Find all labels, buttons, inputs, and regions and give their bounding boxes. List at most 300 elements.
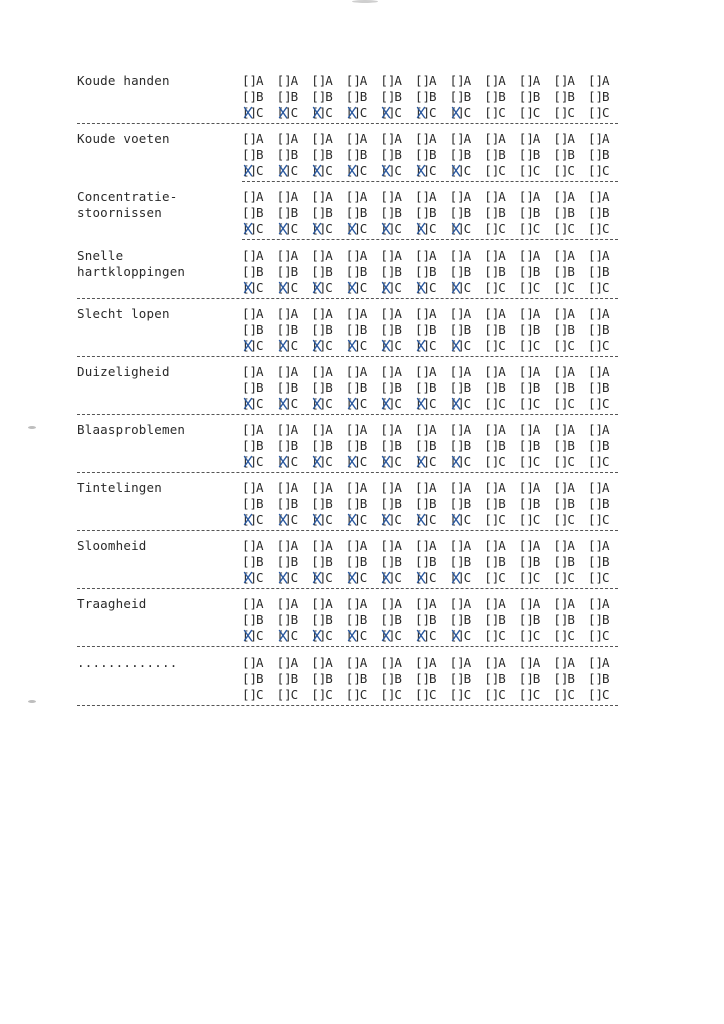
checkbox-a[interactable] <box>450 306 484 322</box>
checkbox-c-checked[interactable] <box>380 396 414 412</box>
checkbox-c[interactable] <box>588 221 622 237</box>
checkbox-a[interactable] <box>450 538 484 554</box>
checkbox-b[interactable] <box>450 612 484 628</box>
checkbox-a[interactable] <box>380 306 414 322</box>
checkbox-a[interactable] <box>346 73 380 89</box>
checkbox-c[interactable] <box>588 687 622 703</box>
checkbox-b[interactable] <box>553 264 587 280</box>
checkbox-b[interactable] <box>415 671 449 687</box>
checkbox-c-checked[interactable] <box>311 570 345 586</box>
checkbox-a[interactable] <box>380 422 414 438</box>
checkbox-c[interactable] <box>484 338 518 354</box>
checkbox-a[interactable] <box>242 538 276 554</box>
checkbox-c[interactable] <box>484 396 518 412</box>
checkbox-c-checked[interactable] <box>380 105 414 121</box>
checkbox-a[interactable] <box>553 596 587 612</box>
checkbox-b[interactable] <box>588 89 622 105</box>
checkbox-c[interactable] <box>553 570 587 586</box>
checkbox-b[interactable] <box>380 380 414 396</box>
checkbox-b[interactable] <box>415 612 449 628</box>
checkbox-c[interactable] <box>484 105 518 121</box>
checkbox-c[interactable] <box>277 687 311 703</box>
checkbox-c[interactable] <box>588 454 622 470</box>
checkbox-b[interactable] <box>484 147 518 163</box>
checkbox-b[interactable] <box>415 147 449 163</box>
checkbox-a[interactable] <box>242 364 276 380</box>
checkbox-b[interactable] <box>311 554 345 570</box>
checkbox-a[interactable] <box>311 655 345 671</box>
checkbox-c[interactable] <box>588 396 622 412</box>
checkbox-a[interactable] <box>242 655 276 671</box>
checkbox-b[interactable] <box>311 438 345 454</box>
checkbox-b[interactable] <box>242 89 276 105</box>
checkbox-c-checked[interactable] <box>346 512 380 528</box>
checkbox-c-checked[interactable] <box>277 280 311 296</box>
checkbox-a[interactable] <box>415 596 449 612</box>
checkbox-a[interactable] <box>311 73 345 89</box>
checkbox-a[interactable] <box>484 364 518 380</box>
checkbox-a[interactable] <box>380 538 414 554</box>
checkbox-a[interactable] <box>380 189 414 205</box>
checkbox-a[interactable] <box>519 73 553 89</box>
checkbox-b[interactable] <box>311 322 345 338</box>
checkbox-b[interactable] <box>277 380 311 396</box>
checkbox-b[interactable] <box>519 496 553 512</box>
checkbox-a[interactable] <box>450 480 484 496</box>
checkbox-b[interactable] <box>450 147 484 163</box>
checkbox-b[interactable] <box>346 438 380 454</box>
checkbox-c[interactable] <box>519 570 553 586</box>
checkbox-b[interactable] <box>242 671 276 687</box>
checkbox-c-checked[interactable] <box>346 396 380 412</box>
checkbox-c-checked[interactable] <box>346 570 380 586</box>
checkbox-c-checked[interactable] <box>311 454 345 470</box>
checkbox-c-checked[interactable] <box>450 396 484 412</box>
checkbox-a[interactable] <box>277 596 311 612</box>
checkbox-c[interactable] <box>519 687 553 703</box>
checkbox-c[interactable] <box>553 338 587 354</box>
checkbox-a[interactable] <box>415 364 449 380</box>
checkbox-b[interactable] <box>311 671 345 687</box>
checkbox-b[interactable] <box>277 89 311 105</box>
checkbox-a[interactable] <box>553 189 587 205</box>
checkbox-b[interactable] <box>484 496 518 512</box>
checkbox-a[interactable] <box>346 480 380 496</box>
checkbox-b[interactable] <box>588 380 622 396</box>
checkbox-c[interactable] <box>519 338 553 354</box>
checkbox-a[interactable] <box>484 306 518 322</box>
checkbox-b[interactable] <box>519 147 553 163</box>
checkbox-a[interactable] <box>588 364 622 380</box>
checkbox-c-checked[interactable] <box>415 221 449 237</box>
checkbox-a[interactable] <box>588 655 622 671</box>
checkbox-b[interactable] <box>588 264 622 280</box>
checkbox-c-checked[interactable] <box>450 570 484 586</box>
checkbox-c[interactable] <box>588 628 622 644</box>
checkbox-b[interactable] <box>277 612 311 628</box>
checkbox-c-checked[interactable] <box>311 280 345 296</box>
checkbox-b[interactable] <box>450 380 484 396</box>
checkbox-a[interactable] <box>242 480 276 496</box>
checkbox-b[interactable] <box>380 205 414 221</box>
checkbox-b[interactable] <box>346 322 380 338</box>
checkbox-b[interactable] <box>553 612 587 628</box>
checkbox-a[interactable] <box>415 655 449 671</box>
checkbox-a[interactable] <box>553 655 587 671</box>
checkbox-b[interactable] <box>450 438 484 454</box>
checkbox-a[interactable] <box>242 596 276 612</box>
checkbox-c-checked[interactable] <box>415 396 449 412</box>
checkbox-a[interactable] <box>277 422 311 438</box>
checkbox-c[interactable] <box>519 221 553 237</box>
checkbox-b[interactable] <box>415 322 449 338</box>
checkbox-b[interactable] <box>242 264 276 280</box>
checkbox-a[interactable] <box>311 364 345 380</box>
checkbox-a[interactable] <box>346 248 380 264</box>
checkbox-b[interactable] <box>380 671 414 687</box>
checkbox-b[interactable] <box>277 147 311 163</box>
checkbox-b[interactable] <box>588 496 622 512</box>
checkbox-a[interactable] <box>484 248 518 264</box>
checkbox-c-checked[interactable] <box>277 570 311 586</box>
checkbox-a[interactable] <box>553 306 587 322</box>
checkbox-c-checked[interactable] <box>277 454 311 470</box>
checkbox-a[interactable] <box>415 306 449 322</box>
checkbox-c-checked[interactable] <box>242 512 276 528</box>
checkbox-b[interactable] <box>380 496 414 512</box>
checkbox-b[interactable] <box>415 264 449 280</box>
checkbox-a[interactable] <box>277 248 311 264</box>
checkbox-c[interactable] <box>588 105 622 121</box>
checkbox-a[interactable] <box>346 364 380 380</box>
checkbox-a[interactable] <box>588 538 622 554</box>
checkbox-a[interactable] <box>484 422 518 438</box>
checkbox-b[interactable] <box>588 147 622 163</box>
checkbox-b[interactable] <box>553 89 587 105</box>
checkbox-b[interactable] <box>450 205 484 221</box>
checkbox-c-checked[interactable] <box>415 338 449 354</box>
checkbox-a[interactable] <box>242 73 276 89</box>
checkbox-c-checked[interactable] <box>242 163 276 179</box>
checkbox-a[interactable] <box>450 422 484 438</box>
checkbox-b[interactable] <box>277 554 311 570</box>
checkbox-b[interactable] <box>588 438 622 454</box>
checkbox-a[interactable] <box>380 248 414 264</box>
checkbox-a[interactable] <box>553 422 587 438</box>
checkbox-c[interactable] <box>519 105 553 121</box>
checkbox-c-checked[interactable] <box>242 105 276 121</box>
checkbox-a[interactable] <box>311 189 345 205</box>
checkbox-a[interactable] <box>519 306 553 322</box>
checkbox-c-checked[interactable] <box>415 628 449 644</box>
checkbox-c-checked[interactable] <box>380 221 414 237</box>
checkbox-a[interactable] <box>450 248 484 264</box>
checkbox-a[interactable] <box>380 364 414 380</box>
checkbox-c[interactable] <box>553 512 587 528</box>
checkbox-c[interactable] <box>380 687 414 703</box>
checkbox-b[interactable] <box>519 322 553 338</box>
checkbox-c[interactable] <box>553 628 587 644</box>
checkbox-b[interactable] <box>519 89 553 105</box>
checkbox-b[interactable] <box>311 205 345 221</box>
checkbox-a[interactable] <box>588 248 622 264</box>
checkbox-c-checked[interactable] <box>242 570 276 586</box>
checkbox-a[interactable] <box>311 480 345 496</box>
checkbox-a[interactable] <box>346 596 380 612</box>
checkbox-b[interactable] <box>553 322 587 338</box>
checkbox-c-checked[interactable] <box>242 338 276 354</box>
checkbox-c[interactable] <box>484 628 518 644</box>
checkbox-c[interactable] <box>484 570 518 586</box>
checkbox-b[interactable] <box>484 89 518 105</box>
checkbox-c[interactable] <box>553 687 587 703</box>
checkbox-a[interactable] <box>519 189 553 205</box>
checkbox-a[interactable] <box>484 480 518 496</box>
checkbox-a[interactable] <box>553 131 587 147</box>
checkbox-a[interactable] <box>450 189 484 205</box>
checkbox-a[interactable] <box>277 189 311 205</box>
checkbox-c[interactable] <box>484 163 518 179</box>
checkbox-a[interactable] <box>242 306 276 322</box>
checkbox-a[interactable] <box>277 131 311 147</box>
checkbox-b[interactable] <box>346 612 380 628</box>
checkbox-c[interactable] <box>588 338 622 354</box>
checkbox-c-checked[interactable] <box>450 454 484 470</box>
checkbox-b[interactable] <box>380 147 414 163</box>
checkbox-a[interactable] <box>519 422 553 438</box>
checkbox-b[interactable] <box>346 264 380 280</box>
checkbox-c[interactable] <box>519 628 553 644</box>
checkbox-c[interactable] <box>553 221 587 237</box>
checkbox-a[interactable] <box>346 189 380 205</box>
checkbox-c-checked[interactable] <box>277 105 311 121</box>
checkbox-c-checked[interactable] <box>311 338 345 354</box>
checkbox-c-checked[interactable] <box>242 628 276 644</box>
checkbox-a[interactable] <box>242 248 276 264</box>
checkbox-a[interactable] <box>588 480 622 496</box>
checkbox-c[interactable] <box>484 221 518 237</box>
checkbox-c-checked[interactable] <box>311 396 345 412</box>
checkbox-c-checked[interactable] <box>242 396 276 412</box>
checkbox-a[interactable] <box>380 596 414 612</box>
checkbox-b[interactable] <box>311 264 345 280</box>
checkbox-b[interactable] <box>380 612 414 628</box>
checkbox-c-checked[interactable] <box>380 628 414 644</box>
checkbox-b[interactable] <box>553 147 587 163</box>
checkbox-c[interactable] <box>553 280 587 296</box>
checkbox-c-checked[interactable] <box>346 628 380 644</box>
checkbox-c-checked[interactable] <box>380 570 414 586</box>
checkbox-a[interactable] <box>588 306 622 322</box>
checkbox-b[interactable] <box>553 380 587 396</box>
checkbox-b[interactable] <box>553 554 587 570</box>
checkbox-a[interactable] <box>415 248 449 264</box>
checkbox-c[interactable] <box>519 454 553 470</box>
checkbox-b[interactable] <box>380 554 414 570</box>
checkbox-c-checked[interactable] <box>380 454 414 470</box>
checkbox-b[interactable] <box>242 612 276 628</box>
checkbox-c-checked[interactable] <box>346 163 380 179</box>
checkbox-c-checked[interactable] <box>450 105 484 121</box>
checkbox-b[interactable] <box>553 496 587 512</box>
checkbox-a[interactable] <box>311 596 345 612</box>
checkbox-a[interactable] <box>519 248 553 264</box>
checkbox-a[interactable] <box>519 596 553 612</box>
checkbox-a[interactable] <box>277 538 311 554</box>
checkbox-a[interactable] <box>450 655 484 671</box>
checkbox-a[interactable] <box>519 655 553 671</box>
checkbox-c[interactable] <box>588 163 622 179</box>
checkbox-a[interactable] <box>415 131 449 147</box>
checkbox-a[interactable] <box>484 131 518 147</box>
checkbox-c-checked[interactable] <box>277 221 311 237</box>
checkbox-a[interactable] <box>450 364 484 380</box>
checkbox-a[interactable] <box>484 189 518 205</box>
checkbox-a[interactable] <box>380 131 414 147</box>
checkbox-a[interactable] <box>553 538 587 554</box>
checkbox-c[interactable] <box>450 687 484 703</box>
checkbox-b[interactable] <box>484 671 518 687</box>
checkbox-b[interactable] <box>277 496 311 512</box>
checkbox-b[interactable] <box>346 205 380 221</box>
checkbox-b[interactable] <box>519 205 553 221</box>
checkbox-c[interactable] <box>519 396 553 412</box>
checkbox-b[interactable] <box>277 438 311 454</box>
checkbox-a[interactable] <box>277 655 311 671</box>
checkbox-a[interactable] <box>519 538 553 554</box>
checkbox-a[interactable] <box>519 480 553 496</box>
checkbox-a[interactable] <box>519 131 553 147</box>
checkbox-b[interactable] <box>242 438 276 454</box>
checkbox-b[interactable] <box>346 496 380 512</box>
checkbox-a[interactable] <box>415 73 449 89</box>
checkbox-a[interactable] <box>311 248 345 264</box>
checkbox-b[interactable] <box>242 147 276 163</box>
checkbox-c-checked[interactable] <box>346 338 380 354</box>
checkbox-b[interactable] <box>450 496 484 512</box>
checkbox-a[interactable] <box>553 480 587 496</box>
checkbox-b[interactable] <box>346 380 380 396</box>
checkbox-a[interactable] <box>588 596 622 612</box>
checkbox-b[interactable] <box>346 89 380 105</box>
checkbox-b[interactable] <box>242 380 276 396</box>
checkbox-c-checked[interactable] <box>450 512 484 528</box>
checkbox-b[interactable] <box>311 147 345 163</box>
checkbox-b[interactable] <box>450 671 484 687</box>
checkbox-b[interactable] <box>553 438 587 454</box>
checkbox-c-checked[interactable] <box>242 454 276 470</box>
checkbox-c-checked[interactable] <box>380 338 414 354</box>
checkbox-b[interactable] <box>588 322 622 338</box>
checkbox-c[interactable] <box>484 512 518 528</box>
checkbox-a[interactable] <box>346 538 380 554</box>
checkbox-c-checked[interactable] <box>311 221 345 237</box>
checkbox-a[interactable] <box>588 189 622 205</box>
checkbox-b[interactable] <box>484 205 518 221</box>
checkbox-c-checked[interactable] <box>277 396 311 412</box>
checkbox-b[interactable] <box>415 205 449 221</box>
checkbox-c[interactable] <box>311 687 345 703</box>
checkbox-b[interactable] <box>484 322 518 338</box>
checkbox-b[interactable] <box>415 380 449 396</box>
checkbox-b[interactable] <box>415 496 449 512</box>
checkbox-b[interactable] <box>484 438 518 454</box>
checkbox-b[interactable] <box>380 438 414 454</box>
checkbox-b[interactable] <box>553 671 587 687</box>
checkbox-a[interactable] <box>415 422 449 438</box>
checkbox-b[interactable] <box>588 554 622 570</box>
checkbox-c[interactable] <box>484 687 518 703</box>
checkbox-a[interactable] <box>450 73 484 89</box>
checkbox-a[interactable] <box>311 538 345 554</box>
checkbox-c-checked[interactable] <box>415 570 449 586</box>
checkbox-b[interactable] <box>484 264 518 280</box>
checkbox-c-checked[interactable] <box>415 454 449 470</box>
checkbox-b[interactable] <box>450 322 484 338</box>
checkbox-b[interactable] <box>346 554 380 570</box>
checkbox-a[interactable] <box>415 189 449 205</box>
checkbox-a[interactable] <box>484 73 518 89</box>
checkbox-c-checked[interactable] <box>450 280 484 296</box>
checkbox-b[interactable] <box>242 205 276 221</box>
checkbox-b[interactable] <box>519 264 553 280</box>
checkbox-c-checked[interactable] <box>277 338 311 354</box>
checkbox-b[interactable] <box>519 671 553 687</box>
checkbox-a[interactable] <box>242 189 276 205</box>
checkbox-c[interactable] <box>553 163 587 179</box>
checkbox-a[interactable] <box>450 131 484 147</box>
checkbox-b[interactable] <box>519 380 553 396</box>
checkbox-b[interactable] <box>588 612 622 628</box>
checkbox-b[interactable] <box>380 89 414 105</box>
checkbox-c[interactable] <box>415 687 449 703</box>
checkbox-a[interactable] <box>346 655 380 671</box>
checkbox-b[interactable] <box>346 671 380 687</box>
checkbox-c[interactable] <box>519 163 553 179</box>
checkbox-b[interactable] <box>380 264 414 280</box>
checkbox-c-checked[interactable] <box>415 105 449 121</box>
checkbox-c[interactable] <box>588 512 622 528</box>
checkbox-a[interactable] <box>346 422 380 438</box>
checkbox-a[interactable] <box>277 364 311 380</box>
checkbox-c-checked[interactable] <box>380 512 414 528</box>
checkbox-c[interactable] <box>588 570 622 586</box>
checkbox-c-checked[interactable] <box>415 512 449 528</box>
checkbox-b[interactable] <box>415 89 449 105</box>
checkbox-b[interactable] <box>277 205 311 221</box>
checkbox-c[interactable] <box>346 687 380 703</box>
checkbox-b[interactable] <box>311 496 345 512</box>
checkbox-a[interactable] <box>242 131 276 147</box>
checkbox-c-checked[interactable] <box>450 338 484 354</box>
checkbox-b[interactable] <box>277 322 311 338</box>
checkbox-c-checked[interactable] <box>346 105 380 121</box>
checkbox-a[interactable] <box>311 131 345 147</box>
checkbox-a[interactable] <box>380 73 414 89</box>
checkbox-b[interactable] <box>484 612 518 628</box>
checkbox-b[interactable] <box>519 554 553 570</box>
checkbox-a[interactable] <box>484 655 518 671</box>
checkbox-c[interactable] <box>519 280 553 296</box>
checkbox-b[interactable] <box>311 89 345 105</box>
checkbox-a[interactable] <box>484 596 518 612</box>
checkbox-a[interactable] <box>588 131 622 147</box>
checkbox-b[interactable] <box>242 322 276 338</box>
checkbox-a[interactable] <box>346 131 380 147</box>
checkbox-c[interactable] <box>242 687 276 703</box>
checkbox-b[interactable] <box>415 438 449 454</box>
checkbox-c[interactable] <box>484 454 518 470</box>
